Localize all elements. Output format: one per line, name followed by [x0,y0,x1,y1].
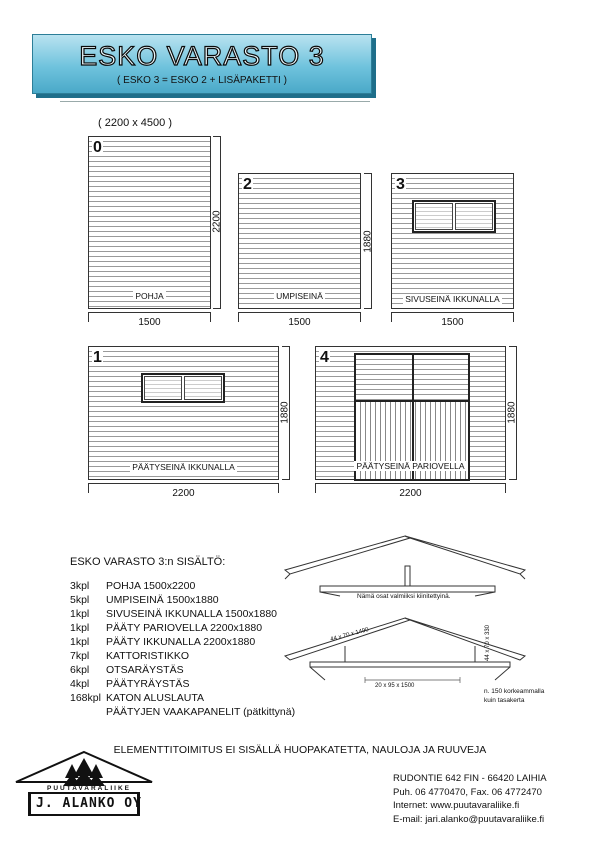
panel-label: PÄÄTYSEINÄ PARIOVELLA [356,461,465,471]
width-dimension-label: 1500 [288,317,311,328]
width-dimension [391,312,514,328]
panel-sivuseina-ikkunalla [391,173,514,309]
panel-label: POHJA [135,291,164,301]
width-dimension-label: 2200 [399,488,422,499]
beam-label: 20 x 95 x 1500 [375,683,415,689]
list-item: 1kpl PÄÄTY PARIOVELLA 2200x1880 [70,622,263,634]
height-dimension-label: 1880 [279,401,291,424]
email-link[interactable]: E-mail: jari.alanko@puutavaraliike.fi [393,813,545,825]
width-dimension-label: 1500 [441,317,464,328]
truss-note: Nämä osat valmiiksi kiinitettyinä. [357,593,451,600]
panel-number: 0 [93,139,102,156]
page-subtitle: ( ESKO 3 = ESKO 2 + LISÄPAKETTI ) [117,75,287,86]
height-dimension-label: 2200 [211,210,223,233]
list-item: PÄÄTYJEN VAAKAPANELIT (pätkittynä) [106,706,296,718]
list-item: 168kpl KATON ALUSLAUTA [70,692,205,704]
panel-paatyseina-pariovella [315,346,506,480]
list-item: 6kpl OTSARÄYSTÄS [70,664,184,676]
window [412,200,496,233]
header-rule [60,101,370,102]
list-item: 4kpl PÄÄTYRÄYSTÄS [70,678,190,690]
address-line: RUDONTIE 642 FIN - 66420 LAIHIA [393,773,547,784]
phone-line: Puh. 06 4770470, Fax. 06 4772470 [393,786,542,798]
panel-number: 2 [243,176,252,193]
panel-number: 4 [320,349,329,366]
panel-label: UMPISEINÄ [276,291,323,301]
height-note-1: n. 150 korkeammalla [484,688,545,695]
overall-size: ( 2200 x 4500 ) [98,117,172,129]
panel-number: 3 [396,176,405,193]
panel-paatyseina-ikkunalla [88,346,279,480]
panel-number: 1 [93,349,102,366]
rafter-label: 44 x 70 x 1490 [329,627,370,643]
height-note-2: kuin tasakerta [484,697,525,704]
list-item: 1kpl PÄÄTY IKKUNALLA 2200x1880 [70,636,256,648]
width-dimension-label: 2200 [172,488,195,499]
height-dimension-label: 1880 [506,401,518,424]
post-label: 44 x 70 x 330 [485,624,492,662]
height-dimension-label: 1880 [362,230,374,253]
window [141,373,225,403]
list-item: 5kpl UMPISEINÄ 1500x1880 [70,594,219,606]
panel-label: SIVUSEINÄ IKKUNALLA [405,294,500,304]
logo-top-text: PUUTAVARALIIKE [47,785,131,792]
page-title: ESKO VARASTO 3 [79,41,325,71]
width-dimension [88,312,211,328]
width-dimension [315,483,506,499]
title-banner [32,34,372,94]
panel-umpiseina [238,173,361,309]
contents-title: ESKO VARASTO 3:n SISÄLTÖ: [70,556,226,568]
list-item: 3kpl POHJA 1500x2200 [70,580,196,592]
panel-pohja [88,136,211,309]
company-address [393,772,547,826]
panel-label: PÄÄTYSEINÄ IKKUNALLA [132,462,235,472]
internet-link[interactable]: Internet: www.puutavaraliike.fi [393,800,520,811]
delivery-note: ELEMENTTITOIMITUS EI SISÄLLÄ HUOPAKATETTA, NAULOJA JA RUUVEJA [113,744,487,756]
list-item: 7kpl KATTORISTIKKO [70,650,190,662]
logo-name: J. ALANKO OY [36,796,142,811]
width-dimension [238,312,361,328]
width-dimension-label: 1500 [138,317,161,328]
list-item: 1kpl SIVUSEINÄ IKKUNALLA 1500x1880 [70,608,278,620]
width-dimension [88,483,279,499]
